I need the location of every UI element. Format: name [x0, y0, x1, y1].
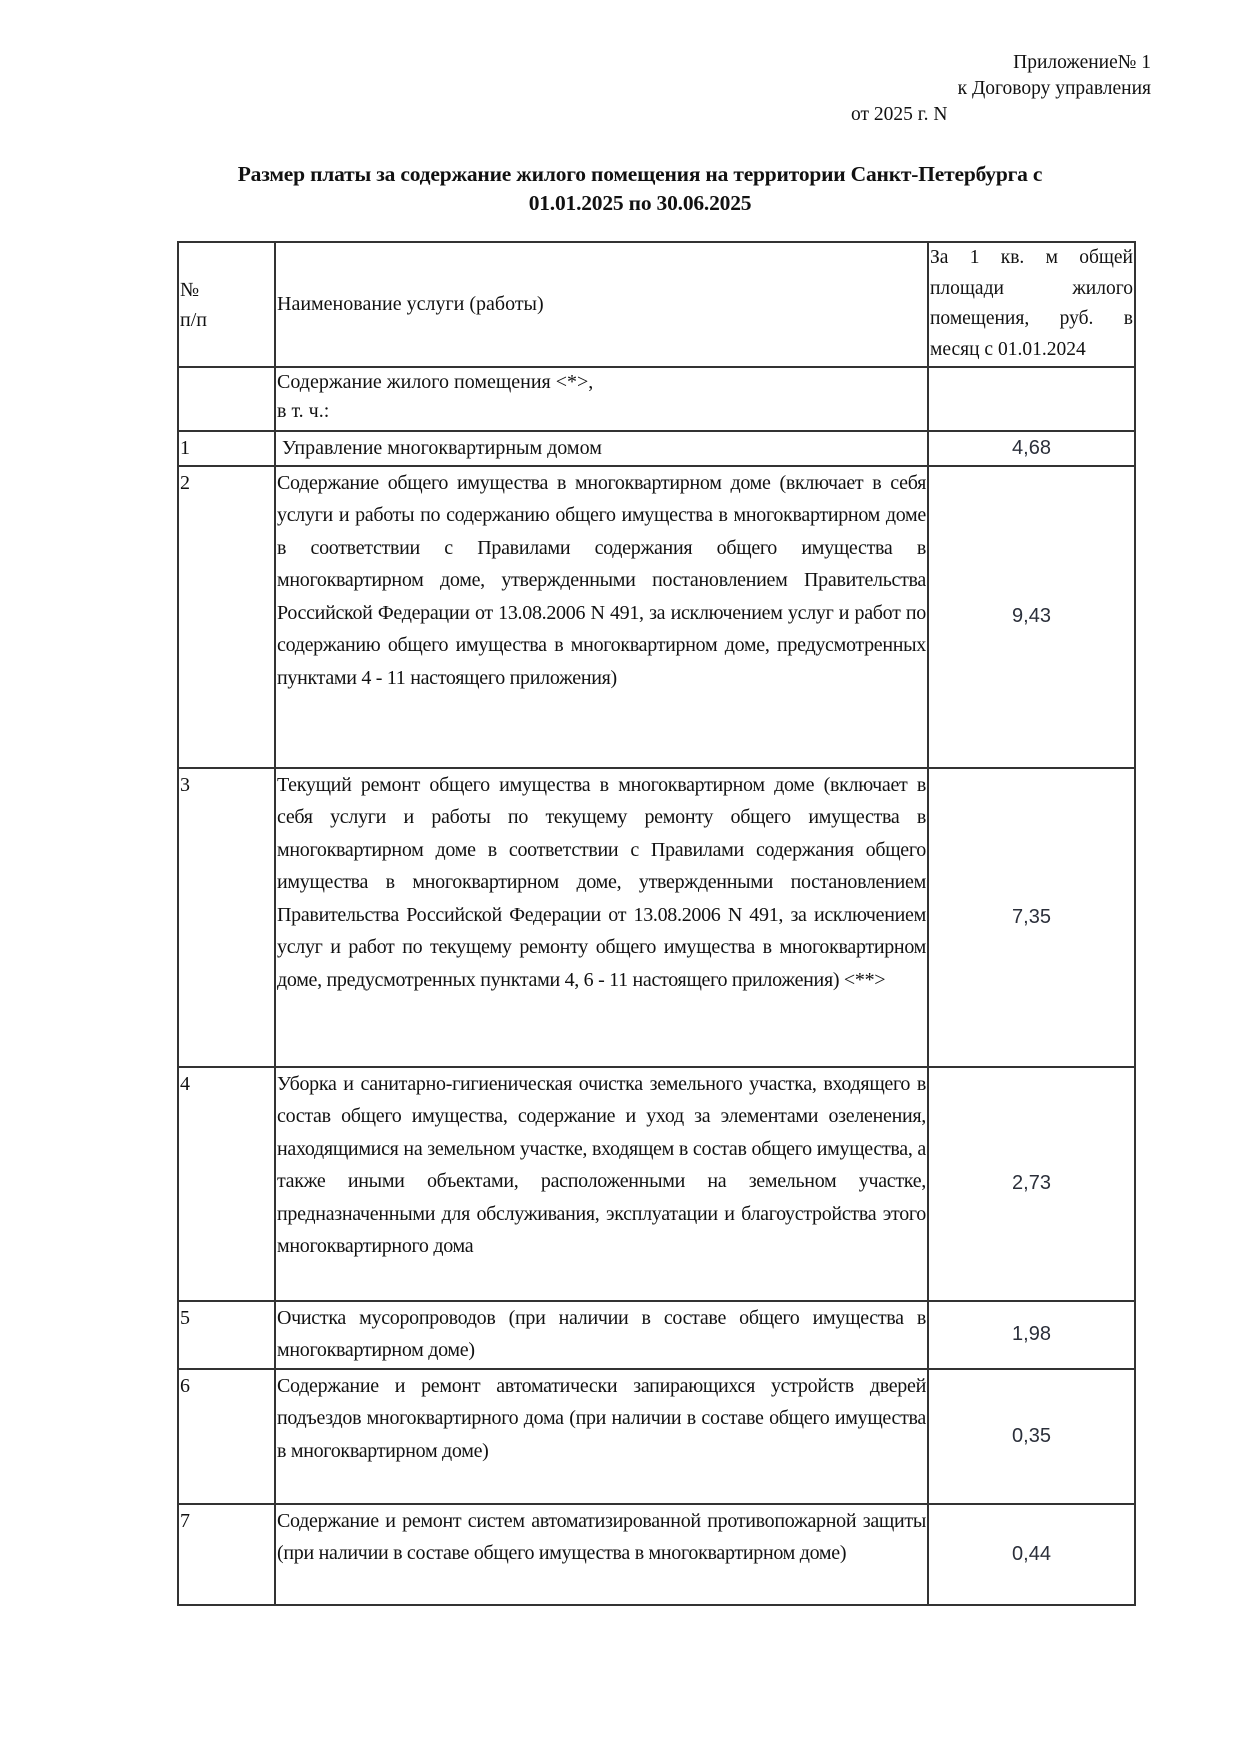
- table-row: [178, 1504, 1135, 1605]
- column-header-number-line2: п/п: [180, 308, 207, 331]
- table-header-row: [178, 242, 1135, 367]
- table-row: [178, 466, 1135, 768]
- subtotal-name: [275, 367, 928, 431]
- contract-reference: к Договору управления: [957, 78, 1151, 99]
- column-header-number-line1: №: [180, 278, 200, 301]
- fee-table: [177, 241, 1136, 1606]
- row-number: 2: [178, 466, 275, 768]
- column-header-name: Наименование услуги (работы): [275, 242, 928, 367]
- subtotal-row: [178, 367, 1135, 431]
- row-value: 0,44: [928, 1504, 1135, 1605]
- row-service-name: Содержание и ремонт систем автоматизированной противопожарной защиты (при наличии в составе общего имущества в многоквартирном доме): [275, 1504, 928, 1605]
- row-number: 1: [178, 431, 275, 466]
- row-service-name: Содержание общего имущества в многоквартирном доме (включает в себя услуги и работы по содержанию общего имущества в многоквартирном доме в соответствии с Правилами содержания общего имущества в многоквартирном доме, утвержденными постановлением Правительства Российской Федерации от 13.08.2006 N 491, за исключением услуг и работ по содержанию общего имущества в многоквартирном доме, предусмотренных пунктами 4 - 11 настоящего приложения): [275, 466, 928, 768]
- column-header-number: [178, 242, 275, 367]
- column-header-price: За 1 кв. м общей площади жилого помещения, руб. в месяц с 01.01.2024: [928, 242, 1135, 367]
- row-value: 2,73: [928, 1067, 1135, 1301]
- document-title: [150, 160, 1130, 218]
- row-value: 9,43: [928, 466, 1135, 768]
- subtotal-value: [928, 367, 1135, 431]
- row-number: 5: [178, 1301, 275, 1369]
- row-service-name: Управление многоквартирным домом: [275, 431, 928, 466]
- contract-date: от 2025 г. N: [851, 104, 948, 125]
- table-row: [178, 1301, 1135, 1369]
- row-number: 7: [178, 1504, 275, 1605]
- row-service-name: Очистка мусоропроводов (при наличии в составе общего имущества в многоквартирном доме): [275, 1301, 928, 1369]
- row-value: 1,98: [928, 1301, 1135, 1369]
- document-title-line1: Размер платы за содержание жилого помещения на территории Санкт-Петербурга с: [237, 162, 1043, 186]
- subtotal-name-line1: Содержание жилого помещения <*>,: [277, 371, 594, 393]
- table-row: [178, 1369, 1135, 1504]
- row-number: 3: [178, 768, 275, 1067]
- row-value: 0,35: [928, 1369, 1135, 1504]
- subtotal-number: [178, 367, 275, 431]
- row-number: 6: [178, 1369, 275, 1504]
- row-number: 4: [178, 1067, 275, 1301]
- row-service-name: Уборка и санитарно-гигиеническая очистка земельного участка, входящего в состав общего имущества, содержание и уход за элементами озеленения, находящимися на земельном участке, входящем в состав общего имущества, а также иными объектами, расположенными на земельном участке, предназначенными для обслуживания, эксплуатации и благоустройства этого многоквартирного дома: [275, 1067, 928, 1301]
- appendix-header: [851, 50, 1151, 128]
- table-row: [178, 1067, 1135, 1301]
- table-row: [178, 768, 1135, 1067]
- appendix-number: Приложение№ 1: [1013, 52, 1151, 73]
- row-value: 7,35: [928, 768, 1135, 1067]
- row-service-name: Текущий ремонт общего имущества в многоквартирном доме (включает в себя услуги и работы по текущему ремонту общего имущества в многоквартирном доме в соответствии с Правилами содержания общего имущества в многоквартирном доме, утвержденными постановлением Правительства Российской Федерации от 13.08.2006 N 491, за исключением услуг и работ по текущему ремонту общего имущества в многоквартирном доме, предусмотренных пунктами 4, 6 - 11 настоящего приложения) <**>: [275, 768, 928, 1067]
- row-value: 4,68: [928, 431, 1135, 466]
- subtotal-name-line2: в т. ч.:: [277, 400, 330, 422]
- table-row: [178, 431, 1135, 466]
- row-service-name: Содержание и ремонт автоматически запирающихся устройств дверей подъездов многоквартирного дома (при наличии в составе общего имущества в многоквартирном доме): [275, 1369, 928, 1504]
- document-title-line2: 01.01.2025 по 30.06.2025: [528, 191, 752, 215]
